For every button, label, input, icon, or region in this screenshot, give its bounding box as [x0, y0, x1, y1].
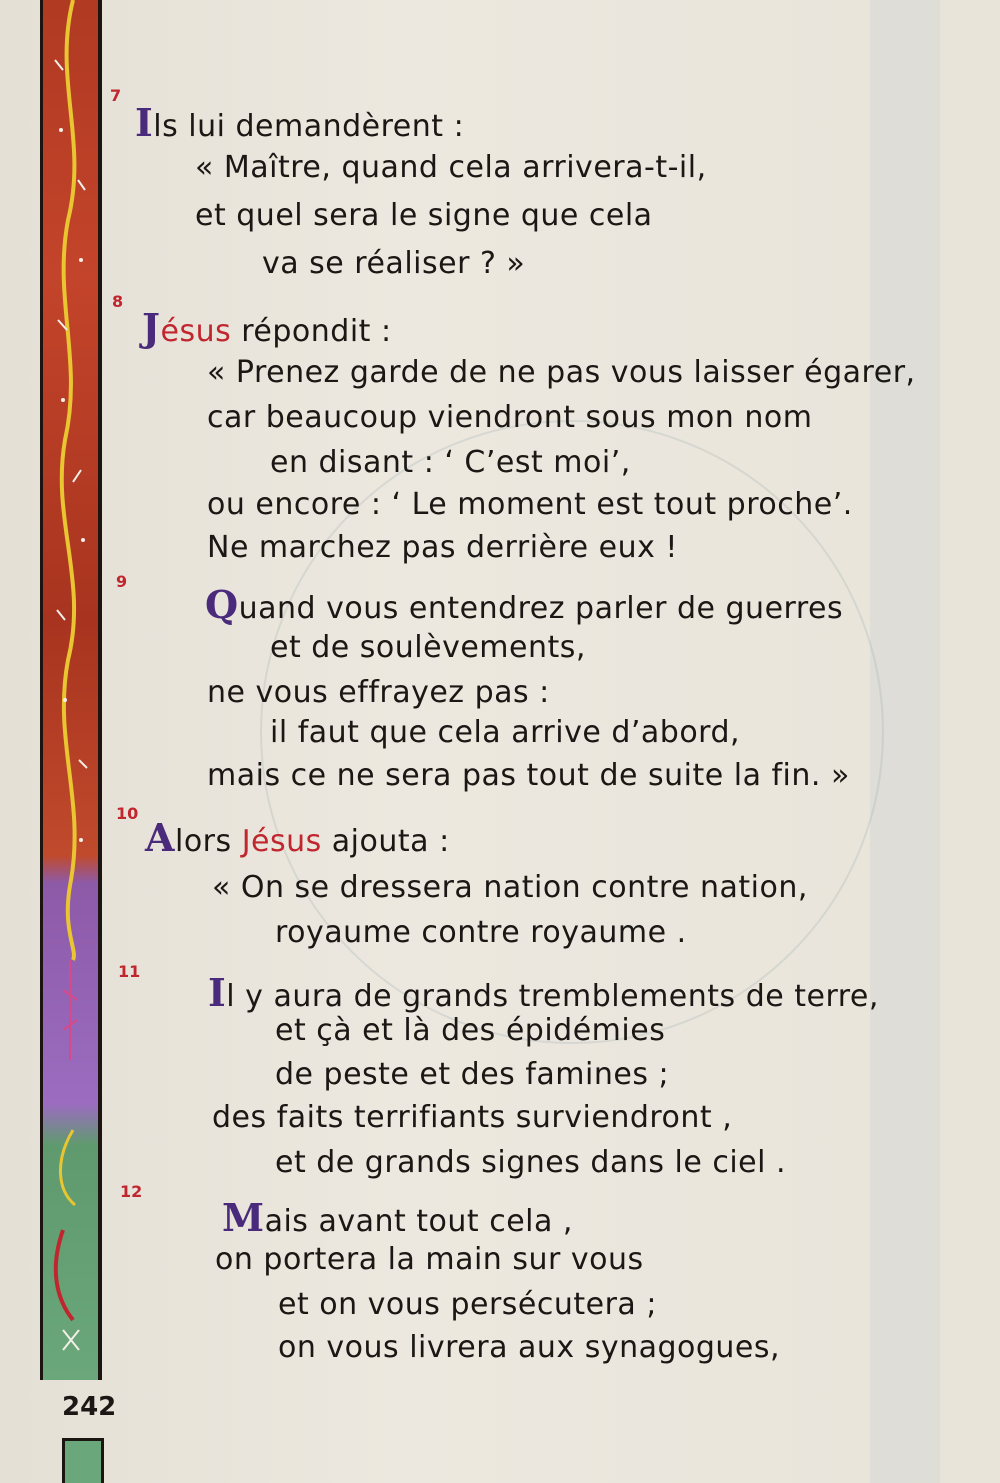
illuminated-border-lower [62, 1438, 104, 1483]
initial-letter: A [145, 815, 175, 860]
verse-line: et çà et là des épidémies [275, 1013, 666, 1048]
verse-line: on vous livrera aux synagogues, [278, 1330, 781, 1365]
verse-line [142, 305, 392, 350]
line-text: répondit : [231, 314, 392, 349]
verse-line: et de soulèvements, [270, 630, 586, 665]
verse-line: et de grands signes dans le ciel . [275, 1145, 787, 1180]
verse-number: 7 [110, 86, 122, 105]
line-text: ajouta : [321, 824, 450, 859]
verse-line: ne vous effrayez pas : [207, 675, 550, 710]
initial-letter: Q [205, 582, 239, 627]
line-text: ais avant tout cela , [264, 1204, 573, 1239]
verse-number: 9 [116, 572, 128, 591]
verse-line: des faits terrifiants surviendront , [212, 1100, 733, 1135]
line-text: lors [174, 824, 242, 859]
initial-letter: I [135, 100, 154, 145]
line-text: ls lui demandèrent : [153, 109, 465, 144]
verse-line: et on vous persécutera ; [278, 1287, 657, 1322]
verse-line: Ne marchez pas derrière eux ! [207, 530, 678, 565]
illuminated-border [40, 0, 102, 1380]
verse-number: 8 [112, 292, 124, 311]
verse-line [208, 970, 879, 1015]
initial-letter: I [208, 970, 227, 1015]
verse-line [145, 815, 450, 860]
verse-line: de peste et des famines ; [275, 1057, 670, 1092]
verse-line: mais ce ne sera pas tout de suite la fin. » [207, 758, 850, 793]
verse-line: va se réaliser ? » [262, 246, 526, 281]
line-text: l y aura de grands tremblements de terre, [226, 979, 879, 1014]
jesus-rubric: ésus [160, 314, 232, 349]
verse-line [135, 100, 464, 145]
verse-line: « Prenez garde de ne pas vous laisser égarer, [207, 355, 916, 390]
page-number: 242 [62, 1392, 117, 1422]
verse-line: il faut que cela arrive d’abord, [270, 715, 741, 750]
verse-line [205, 582, 843, 627]
verse-line: car beaucoup viendront sous mon nom [207, 400, 813, 435]
verse-number: 10 [116, 804, 139, 823]
jesus-rubric: Jésus [241, 824, 322, 859]
initial-letter: M [222, 1195, 265, 1240]
verse-line: et quel sera le signe que cela [195, 198, 653, 233]
verse-line: en disant : ‘ C’est moi’, [270, 445, 631, 480]
verse-line: « Maître, quand cela arrivera-t-il, [195, 150, 707, 185]
line-text: uand vous entendrez parler de guerres [238, 591, 844, 626]
initial-letter: J [142, 305, 161, 350]
verse-line: ou encore : ‘ Le moment est tout proche’. [207, 487, 853, 522]
verse-line: « On se dressera nation contre nation, [212, 870, 808, 905]
verse-line: royaume contre royaume . [275, 915, 687, 950]
verse-line [222, 1195, 573, 1240]
verse-number: 11 [118, 962, 141, 981]
verse-number: 12 [120, 1182, 143, 1201]
verse-line: on portera la main sur vous [215, 1242, 644, 1277]
